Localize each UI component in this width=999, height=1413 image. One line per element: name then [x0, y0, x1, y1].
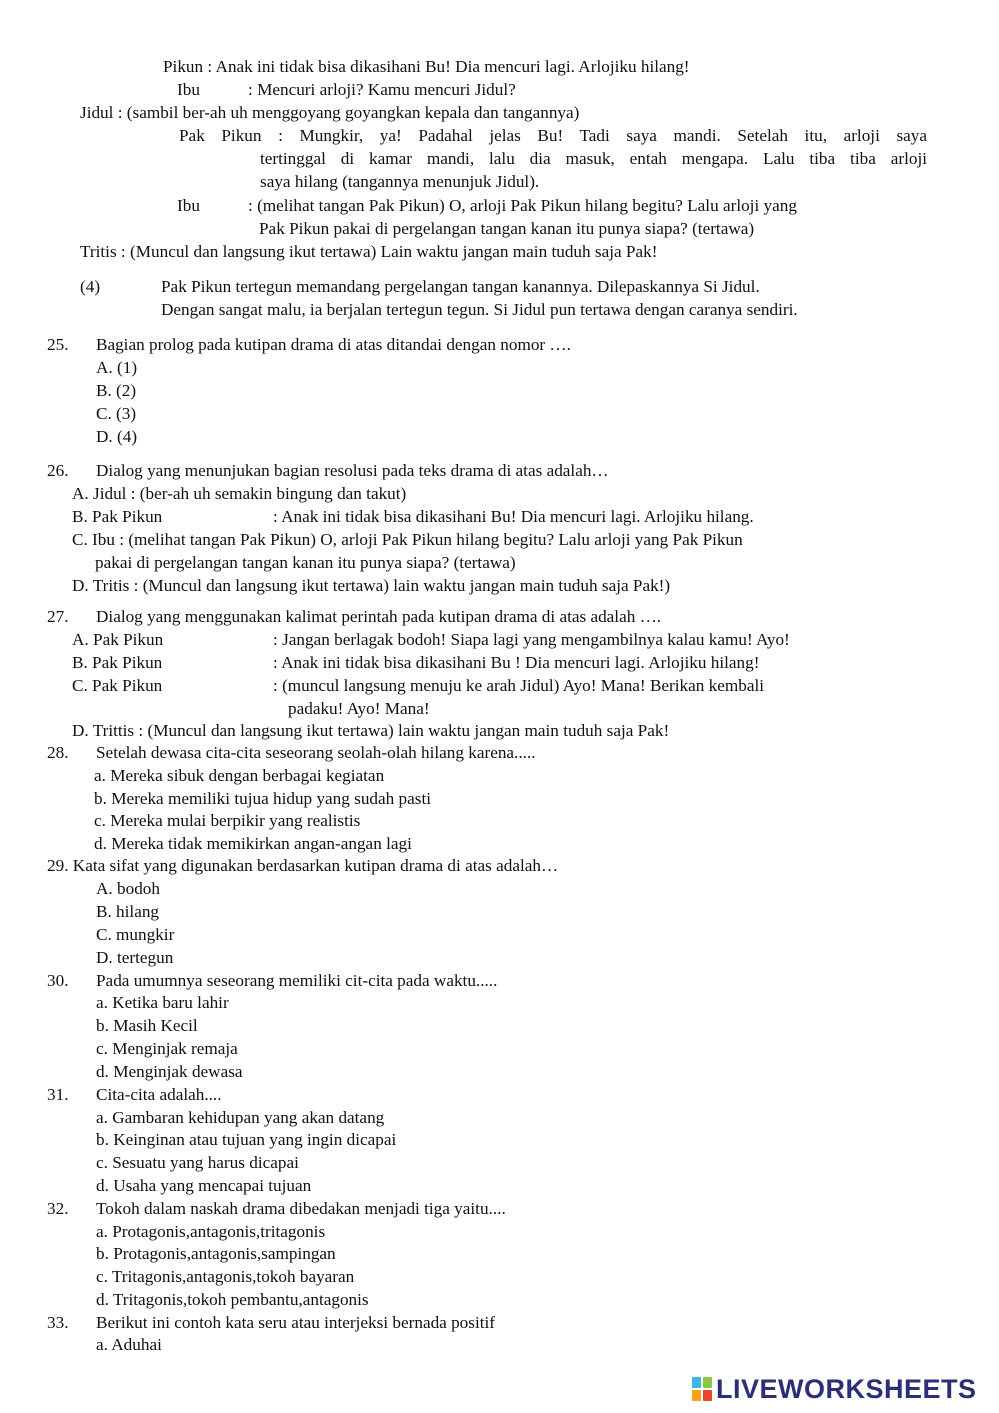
paragraph-4-number: (4): [80, 277, 101, 296]
liveworksheets-logo-icon: [692, 1377, 712, 1401]
logo-square-3: [692, 1390, 701, 1401]
q30-option-d: d. Menginjak dewasa: [96, 1062, 243, 1081]
drama-line-ibu: : Mencuri arloji? Kamu mencuri Jidul?: [248, 80, 516, 99]
q31-question: Cita-cita adalah....: [96, 1085, 222, 1104]
q32-option-a: a. Protagonis,antagonis,tritagonis: [96, 1222, 326, 1241]
q29-option-c: C. mungkir: [96, 925, 175, 944]
paragraph-4-line-1: Pak Pikun tertegun memandang pergelangan tangan kanannya. Dilepaskannya Si Jidul.: [161, 277, 760, 296]
logo-square-1: [692, 1377, 701, 1388]
q25-option-b: B. (2): [96, 381, 137, 400]
q29-question: 29. Kata sifat yang digunakan berdasarkan kutipan drama di atas adalah…: [47, 856, 559, 875]
q27-number: 27.: [47, 607, 69, 626]
drama-line-ibu-2-cont: Pak Pikun pakai di pergelangan tangan kanan itu punya siapa? (tertawa): [259, 219, 755, 238]
q31-option-a: a. Gambaran kehidupan yang akan datang: [96, 1108, 385, 1127]
q32-question: Tokoh dalam naskah drama dibedakan menjadi tiga yaitu....: [96, 1199, 506, 1218]
q27-option-a-label: A. Pak Pikun: [72, 630, 164, 649]
q25-number: 25.: [47, 335, 69, 354]
q30-option-a: a. Ketika baru lahir: [96, 993, 229, 1012]
q27-option-d: D. Trittis : (Muncul dan langsung ikut tertawa) lain waktu jangan main tuduh saja Pak!: [72, 721, 670, 740]
q26-option-b-label: B. Pak Pikun: [72, 507, 163, 526]
q28-option-a: a. Mereka sibuk dengan berbagai kegiatan: [94, 766, 385, 785]
logo-square-2: [703, 1377, 712, 1388]
q31-option-c: c. Sesuatu yang harus dicapai: [96, 1153, 299, 1172]
drama-speaker-ibu-2: Ibu: [177, 196, 200, 215]
q28-option-b: b. Mereka memiliki tujua hidup yang sudah pasti: [94, 789, 432, 808]
q32-option-d: d. Tritagonis,tokoh pembantu,antagonis: [96, 1290, 369, 1309]
q31-option-b: b. Keinginan atau tujuan yang ingin dicapai: [96, 1130, 397, 1149]
q27-option-b-text: : Anak ini tidak bisa dikasihani Bu ! Dia mencuri lagi. Arlojiku hilang!: [273, 653, 760, 672]
q26-option-c: C. Ibu : (melihat tangan Pak Pikun) O, arloji Pak Pikun hilang begitu? Lalu arloji yang Pak Pikun: [72, 530, 743, 549]
q27-option-b-label: B. Pak Pikun: [72, 653, 163, 672]
q32-number: 32.: [47, 1199, 69, 1218]
q26-option-d: D. Tritis : (Muncul dan langsung ikut tertawa) lain waktu jangan main tuduh saja Pak!): [72, 576, 671, 595]
q28-question: Setelah dewasa cita-cita seseorang seolah-olah hilang karena.....: [96, 743, 536, 762]
q26-option-b-text: : Anak ini tidak bisa dikasihani Bu! Dia mencuri lagi. Arlojiku hilang.: [273, 507, 754, 526]
q29-option-b: B. hilang: [96, 902, 160, 921]
q31-number: 31.: [47, 1085, 69, 1104]
q28-option-c: c. Mereka mulai berpikir yang realistis: [94, 811, 361, 830]
q27-option-c-label: C. Pak Pikun: [72, 676, 163, 695]
q33-question: Berikut ini contoh kata seru atau interjeksi bernada positif: [96, 1313, 496, 1332]
drama-line-pak-pikun: Pak Pikun : Mungkir, ya! Padahal jelas Bu! Tadi saya mandi. Setelah itu, arloji saya: [179, 126, 927, 145]
q28-option-d: d. Mereka tidak memikirkan angan-angan lagi: [94, 834, 412, 853]
q26-option-a: A. Jidul : (ber-ah uh semakin bingung dan takut): [72, 484, 407, 503]
q30-option-b: b. Masih Kecil: [96, 1016, 198, 1035]
q33-number: 33.: [47, 1313, 69, 1332]
q32-option-c: c. Tritagonis,antagonis,tokoh bayaran: [96, 1267, 355, 1286]
q25-question: Bagian prolog pada kutipan drama di atas ditandai dengan nomor ….: [96, 335, 571, 354]
drama-line-pikun: Pikun : Anak ini tidak bisa dikasihani Bu! Dia mencuri lagi. Arlojiku hilang!: [163, 57, 690, 76]
q28-number: 28.: [47, 743, 69, 762]
q29-option-d: D. tertegun: [96, 948, 174, 967]
q30-question: Pada umumnya seseorang memiliki cit-cita pada waktu.....: [96, 971, 498, 990]
q25-option-c: C. (3): [96, 404, 137, 423]
q32-option-b: b. Protagonis,antagonis,sampingan: [96, 1244, 336, 1263]
drama-line-tritis: Tritis : (Muncul dan langsung ikut tertawa) Lain waktu jangan main tuduh saja Pak!: [80, 242, 658, 261]
q26-number: 26.: [47, 461, 69, 480]
q25-option-d: D. (4): [96, 427, 138, 446]
q31-option-d: d. Usaha yang mencapai tujuan: [96, 1176, 312, 1195]
q29-option-a: A. bodoh: [96, 879, 160, 898]
q27-option-c-cont: padaku! Ayo! Mana!: [288, 699, 430, 718]
liveworksheets-logo[interactable]: [692, 1374, 977, 1404]
q27-option-a-text: : Jangan berlagak bodoh! Siapa lagi yang mengambilnya kalau kamu! Ayo!: [273, 630, 790, 649]
paragraph-4-line-2: Dengan sangat malu, ia berjalan tertegun tegun. Si Jidul pun tertawa dengan caranya sendiri.: [161, 300, 798, 319]
liveworksheets-logo-text: LIVEWORKSHEETS: [716, 1373, 977, 1404]
drama-line-pak-pikun-cont: tertinggal di kamar mandi, lalu dia masuk, entah mengapa. Lalu tiba tiba arloji: [260, 149, 927, 168]
drama-speaker-ibu: Ibu: [177, 80, 200, 99]
q27-question: Dialog yang menggunakan kalimat perintah pada kutipan drama di atas adalah ….: [96, 607, 662, 626]
drama-line-pak-pikun-cont2: saya hilang (tangannya menunjuk Jidul).: [260, 172, 540, 191]
logo-square-4: [703, 1390, 712, 1401]
q25-option-a: A. (1): [96, 358, 138, 377]
drama-line-ibu-2: : (melihat tangan Pak Pikun) O, arloji Pak Pikun hilang begitu? Lalu arloji yang: [248, 196, 797, 215]
q27-option-c-text: : (muncul langsung menuju ke arah Jidul) Ayo! Mana! Berikan kembali: [273, 676, 765, 695]
q33-option-a: a. Aduhai: [96, 1335, 162, 1354]
q26-option-c-cont: pakai di pergelangan tangan kanan itu punya siapa? (tertawa): [95, 553, 516, 572]
q30-option-c: c. Menginjak remaja: [96, 1039, 238, 1058]
q26-question: Dialog yang menunjukan bagian resolusi pada teks drama di atas adalah…: [96, 461, 609, 480]
drama-line-jidul: Jidul : (sambil ber-ah uh menggoyang goyangkan kepala dan tangannya): [80, 103, 580, 122]
q30-number: 30.: [47, 971, 69, 990]
